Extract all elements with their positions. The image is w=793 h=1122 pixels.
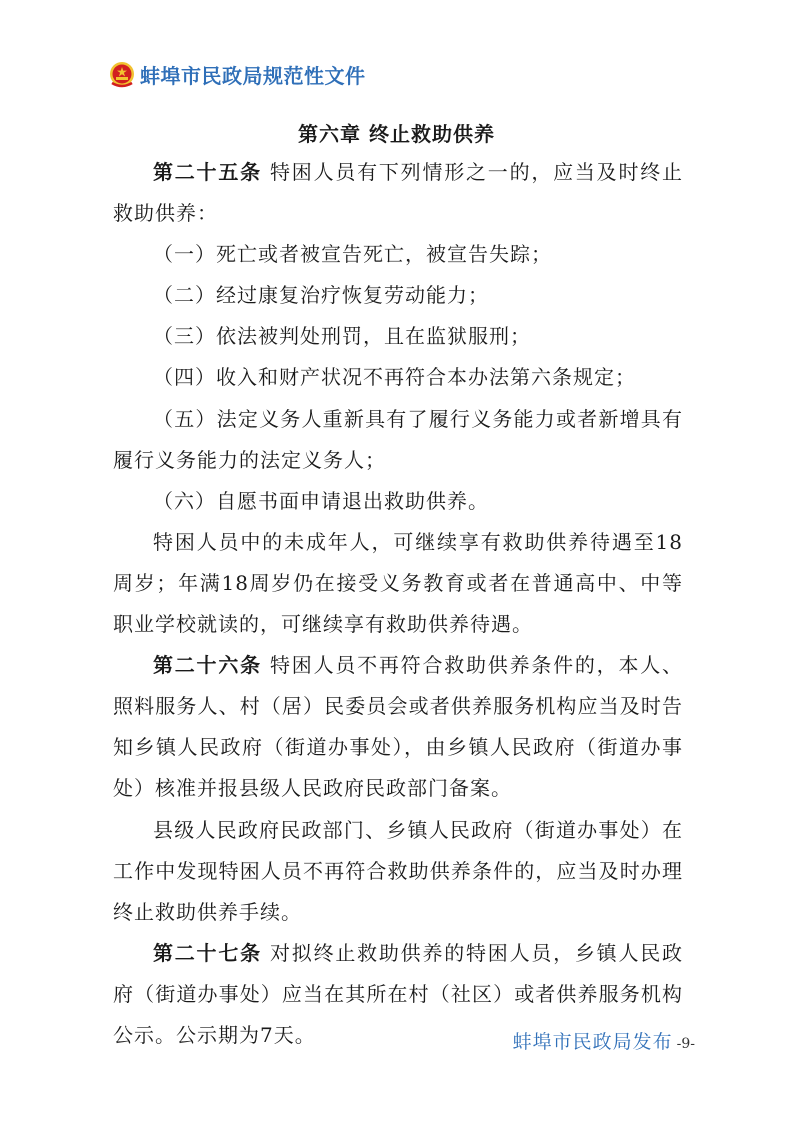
paragraph <box>113 316 683 357</box>
paragraph <box>113 275 683 316</box>
paragraph <box>113 522 683 645</box>
document-body <box>113 152 683 1056</box>
paragraph <box>113 399 683 481</box>
article-number: 第二十七条 <box>153 940 262 965</box>
paragraph-text: 特困人员有下列情形之一的，应当及时终止救助供养： <box>113 160 684 226</box>
article-number: 第二十六条 <box>153 653 262 678</box>
chapter-title: 第六章 终止救助供养 <box>298 122 495 146</box>
document-footer <box>513 1027 695 1054</box>
paragraph <box>113 645 683 809</box>
page-number: -9- <box>676 1036 695 1052</box>
header-title: 蚌埠市民政局规范性文件 <box>140 64 366 88</box>
paragraph-text: （五）法定义务人重新具有了履行义务能力或者新增具有履行义务能力的法定义务人； <box>113 406 683 472</box>
paragraph <box>113 152 683 234</box>
publisher-label: 蚌埠市民政局发布 <box>512 1031 673 1053</box>
paragraph <box>113 810 683 933</box>
national-emblem-icon <box>108 61 136 89</box>
paragraph <box>113 234 683 275</box>
paragraph-text: 特困人员中的未成年人，可继续享有救助供养待遇至18周岁；年满18周岁仍在接受义务教育或者在普通高中、中等职业学校就读的，可继续享有救助供养待遇。 <box>113 529 683 637</box>
paragraph-text: 对拟终止救助供养的特困人员，乡镇人民政府（街道办事处）应当在其所在村（社区）或者供养服务机构公示。公示期为7天。 <box>113 940 684 1047</box>
paragraph-text: （一）死亡或者被宣告死亡，被宣告失踪； <box>153 242 552 267</box>
paragraph-text: （四）收入和财产状况不再符合本办法第六条规定； <box>153 365 636 390</box>
paragraph-text: （六）自愿书面申请退出救助供养。 <box>153 488 489 513</box>
paragraph-text: （二）经过康复治疗恢复劳动能力； <box>153 283 489 308</box>
paragraph-text: （三）依法被判处刑罚，且在监狱服刑； <box>153 324 531 349</box>
paragraph-text: 县级人民政府民政部门、乡镇人民政府（街道办事处）在工作中发现特困人员不再符合救助供养条件的，应当及时办理终止救助供养手续。 <box>113 817 683 924</box>
paragraph <box>113 481 683 522</box>
paragraph <box>113 357 683 398</box>
document-header <box>108 60 366 89</box>
article-number: 第二十五条 <box>153 160 262 184</box>
paragraph-text: 特困人员不再符合救助供养条件的，本人、照料服务人、村（居）民委员会或者供养服务机构应当及时告知乡镇人民政府（街道办事处），由乡镇人民政府（街道办事处）核准并报县级人民政府民政部门备案。 <box>113 653 684 801</box>
